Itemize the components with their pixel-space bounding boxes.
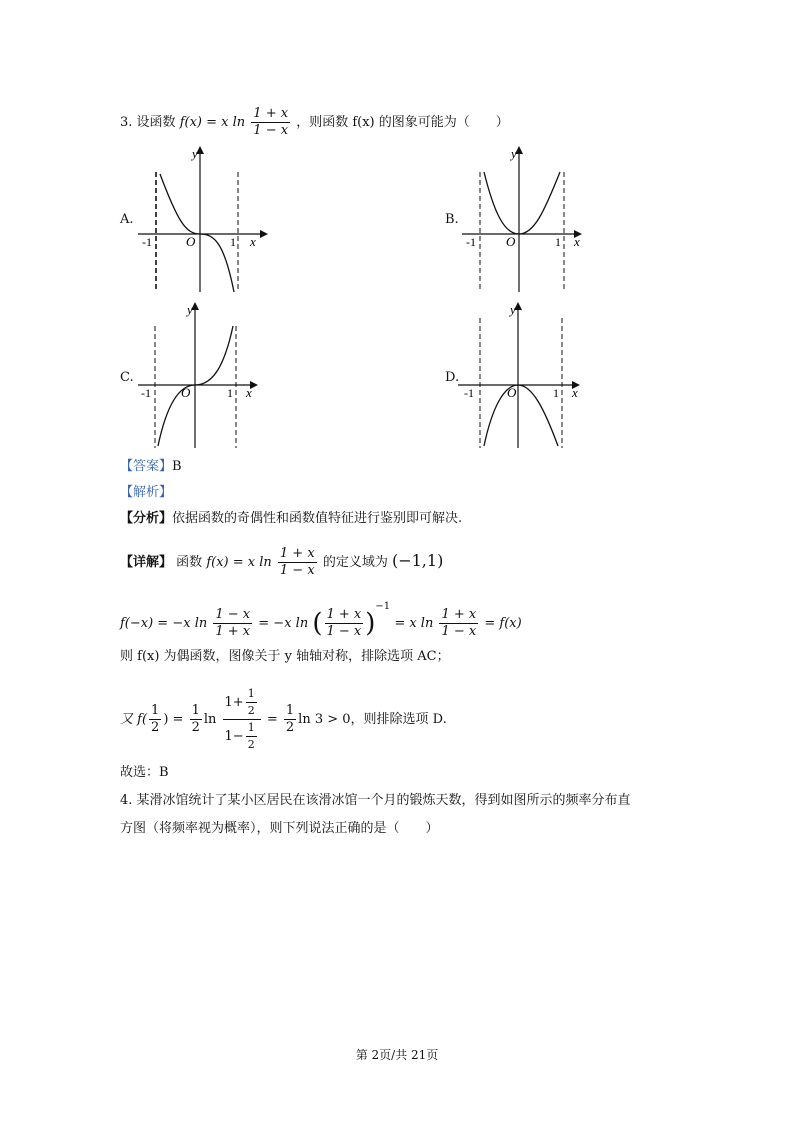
x-axis-label: x: [250, 234, 256, 249]
x-axis-label: x: [574, 234, 580, 249]
curve: [160, 174, 234, 292]
question-number: 3.: [120, 115, 133, 130]
fraction-1: [213, 607, 252, 640]
curve: [484, 172, 560, 234]
function-expression: f(x) = x ln: [206, 555, 272, 570]
tick-neg-one: -1: [141, 386, 151, 400]
xiangjie-line: [120, 546, 443, 579]
tick-neg-one: -1: [464, 386, 474, 400]
denominator-prefix: 1−: [224, 729, 244, 744]
y-axis-label: y: [510, 302, 516, 317]
page-footer: 第 2页/共 21页: [355, 1048, 439, 1062]
answer-tag: 【答案】: [120, 459, 173, 474]
compound-numerator: [223, 686, 261, 720]
expr-part-d: ln 3 > 0: [298, 712, 351, 727]
fraction-3: [439, 607, 478, 640]
option-c-label: C.: [120, 370, 134, 385]
expr-part-a: f(−x) = −x ln: [120, 616, 208, 631]
question-3-stem: [120, 106, 509, 139]
answer-line: [120, 458, 182, 476]
fraction-denominator: 2: [151, 720, 160, 735]
tick-neg-one: -1: [142, 235, 152, 249]
tick-one: 1: [555, 235, 561, 249]
question-4-line-2: 方图（将频率视为概率），则下列说法正确的是（ ）: [120, 821, 439, 836]
compound-fraction: [223, 686, 261, 753]
fraction-denominator: 1 − x: [326, 624, 362, 639]
fraction-denominator: 1 + x: [215, 624, 251, 639]
exponent: −1: [375, 601, 391, 612]
origin-label: O: [186, 234, 196, 249]
xiangjie-tag: 【详解】: [120, 555, 173, 570]
value-check: 又 f( $\frac{1}{2}$ ) = $\frac{1}{2}$ ln 1+ $\frac{1}{2}$ 1− $\frac{1}{2}$ = $\frac{1}{2}$ ln 3 > 0，则排除选项 D.: [120, 687, 447, 751]
fraction: [251, 106, 290, 139]
right-paren: ): [365, 608, 376, 639]
fraction-denominator: 2: [247, 704, 255, 717]
fenxi-tag: 【分析】: [120, 511, 173, 526]
half-fraction: [149, 703, 161, 736]
compound-denominator: [223, 720, 261, 753]
fraction-numerator: 1 − x: [215, 607, 251, 622]
fraction-denominator: 2: [191, 720, 200, 735]
xiangjie-prefix: 函数: [176, 555, 203, 570]
origin-label: O: [506, 234, 516, 249]
fraction-denominator: 1 − x: [441, 624, 477, 639]
tick-one: 1: [227, 386, 233, 400]
expr-part-e: ，则排除选项 D.: [350, 712, 447, 727]
fraction-denominator: 1 − x: [253, 123, 289, 138]
fraction-2: [325, 607, 364, 640]
fenxi-line: [120, 510, 462, 528]
half-coefficient: [190, 703, 202, 736]
final-choice: 故选：B: [120, 765, 169, 780]
x-axis-label: x: [572, 385, 578, 400]
half-coefficient-2: [284, 703, 296, 736]
fenxi-text: 依据函数的奇偶性和函数值特征进行鉴别即可解决.: [172, 511, 463, 526]
even-function-conclusion: 则 f(x) 为偶函数，图像关于 y 轴轴对称，排除选项 AC；: [120, 649, 450, 664]
fraction-denominator: 2: [285, 720, 295, 735]
fraction-numerator: 1: [191, 703, 200, 718]
option-b-graph: [462, 142, 592, 297]
fraction-numerator: 1: [285, 703, 295, 718]
fraction-numerator: 1: [246, 720, 257, 737]
fraction-numerator: 1: [151, 703, 160, 718]
option-d-graph: [458, 298, 588, 453]
x-axis-arrow: [260, 230, 268, 238]
option-d-label: D.: [445, 370, 460, 385]
expr-part-d: = f(x): [484, 616, 522, 631]
inner-fraction: [246, 686, 257, 719]
option-c-graph: [138, 298, 268, 453]
tick-one: 1: [230, 235, 236, 249]
tick-one: 1: [553, 386, 559, 400]
numerator-prefix: 1+: [224, 695, 244, 710]
option-b-label: B.: [445, 212, 459, 227]
fraction-numerator: 1 + x: [441, 607, 477, 622]
option-a-graph: [138, 142, 268, 297]
ln-text: ln: [203, 712, 217, 727]
origin-label: O: [181, 385, 191, 400]
fraction-denominator: 2: [247, 738, 255, 751]
answer-value: B: [172, 459, 182, 474]
x-axis-label: x: [246, 385, 252, 400]
xiangjie-suffix: 的定义域为: [322, 555, 388, 570]
stem-suffix: ，则函数 f(x) 的图象可能为（ ）: [296, 115, 509, 130]
expr-part-b: = −x ln: [258, 616, 309, 631]
fraction-numerator: 1 + x: [253, 106, 289, 121]
fraction-numerator: 1: [246, 686, 257, 703]
y-axis-label: y: [187, 302, 193, 317]
inner-fraction: [246, 720, 257, 753]
curve: [484, 385, 558, 446]
y-axis-label: y: [192, 146, 198, 161]
option-a-label: A.: [120, 212, 134, 227]
fraction-numerator: 1 + x: [326, 607, 362, 622]
y-axis-label: y: [511, 146, 517, 161]
expr-part-c: = x ln: [394, 616, 434, 631]
fraction-numerator: 1 + x: [279, 546, 315, 561]
tick-neg-one: -1: [466, 235, 476, 249]
question-4-line-1: 4. 某滑冰馆统计了某小区居民在该滑冰馆一个月的锻炼天数，得到如图所示的频率分布直: [120, 793, 631, 808]
fraction: [278, 546, 317, 579]
expr-part-b: ) =: [163, 712, 184, 727]
stem-prefix: 设函数: [136, 115, 176, 130]
function-expression: f(x) = x ln: [179, 115, 246, 130]
origin-label: O: [507, 385, 517, 400]
fraction-denominator: 1 − x: [279, 563, 315, 578]
expr-part-a: 又 f(: [120, 712, 148, 727]
left-paren: (: [312, 608, 323, 639]
oddness-derivation: [120, 598, 522, 640]
domain-interval: (−1,1): [391, 551, 444, 570]
analysis-tag: 【解析】: [120, 485, 173, 500]
